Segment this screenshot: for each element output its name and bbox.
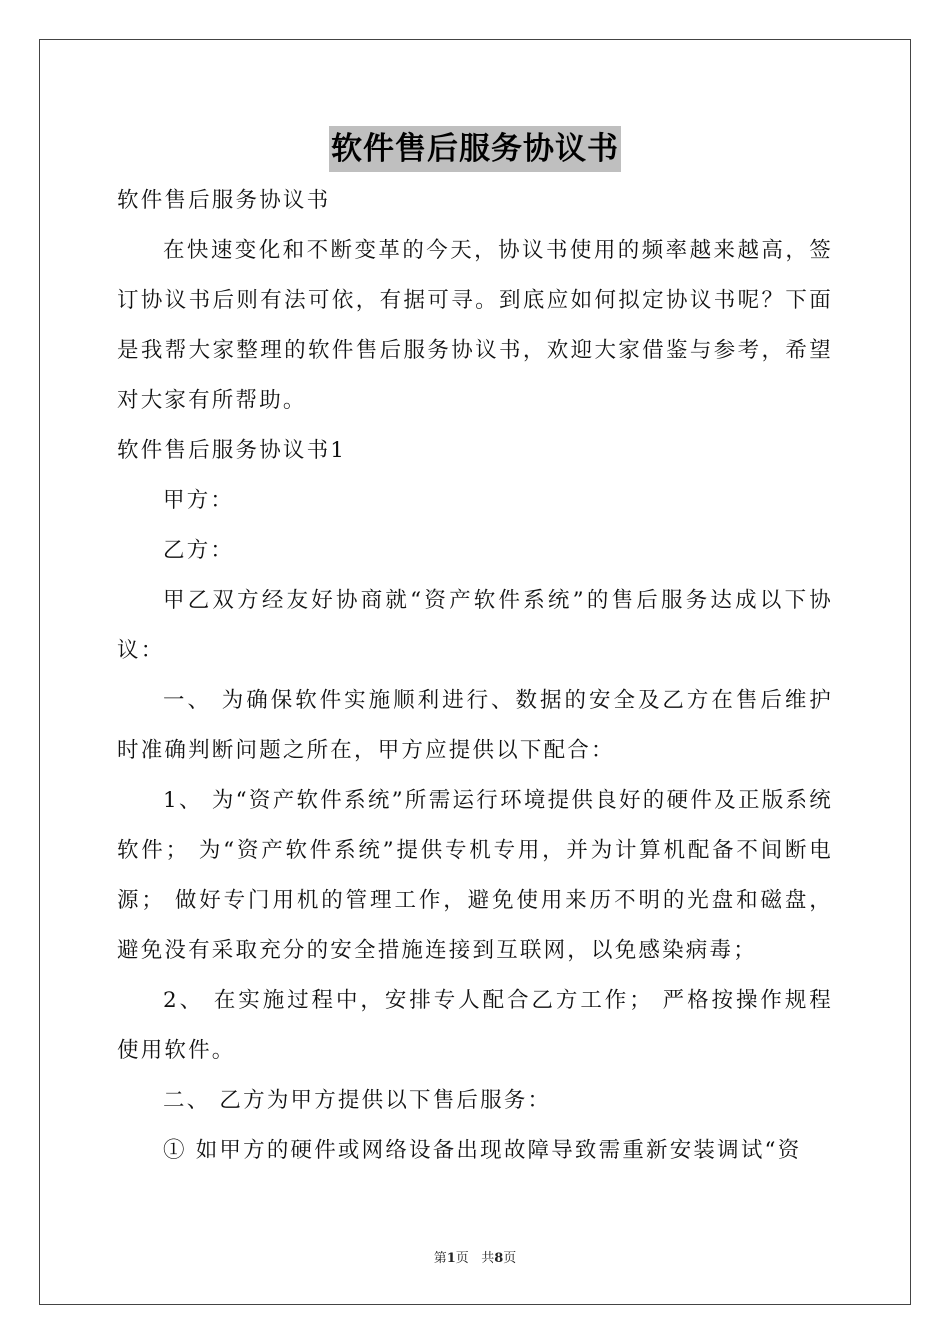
paragraph: 二、 乙方为甲方提供以下售后服务： — [163, 1088, 552, 1113]
paragraph: ① 如甲方的硬件或网络设备出现故障导致需重新安装调试“资 — [163, 1138, 802, 1163]
total-suffix: 页 — [503, 1251, 517, 1266]
total-pages: 8 — [494, 1251, 504, 1266]
paragraph: 在快速变化和不断变革的今天，协议书使用的频率越来越高，签订协议书后则有法可依，有据可寻。到底应如何拟定协议书呢？下面是我帮大家整理的软件售后服务协议书，欢迎大家借鉴与参考，希望对大家有所帮助。 — [117, 238, 833, 413]
paragraph: 1、 为“资产软件系统”所需运行环境提供良好的硬件及正版系统软件； 为“资产软件系统”提供专机专用，并为计算机配备不间断电源； 做好专门用机的管理工作，避免使用来历不明的光盘和磁盘，避免没有采取充分的安全措施连接到互联网，以免感染病毒； — [117, 788, 833, 963]
paragraph: 乙方： — [163, 538, 235, 563]
document-title: 软件售后服务协议书 — [329, 126, 621, 172]
page-suffix: 页 — [455, 1251, 469, 1266]
page-footer — [0, 1247, 950, 1266]
page-prefix: 第 — [433, 1251, 447, 1266]
paragraph: 2、 在实施过程中，安排专人配合乙方工作； 严格按操作规程使用软件。 — [117, 988, 833, 1063]
paragraph: 软件售后服务协议书 — [117, 188, 331, 213]
page-number: 1 — [446, 1251, 456, 1266]
total-prefix: 共 — [481, 1251, 495, 1266]
paragraph: 甲乙双方经友好协商就“资产软件系统”的售后服务达成以下协议： — [117, 588, 833, 663]
document-body — [117, 176, 833, 1176]
paragraph: 软件售后服务协议书1 — [117, 438, 347, 463]
title-container — [0, 126, 950, 172]
paragraph: 甲方： — [163, 488, 235, 513]
paragraph: 一、 为确保软件实施顺利进行、数据的安全及乙方在售后维护时准确判断问题之所在，甲方应提供以下配合： — [117, 688, 833, 763]
